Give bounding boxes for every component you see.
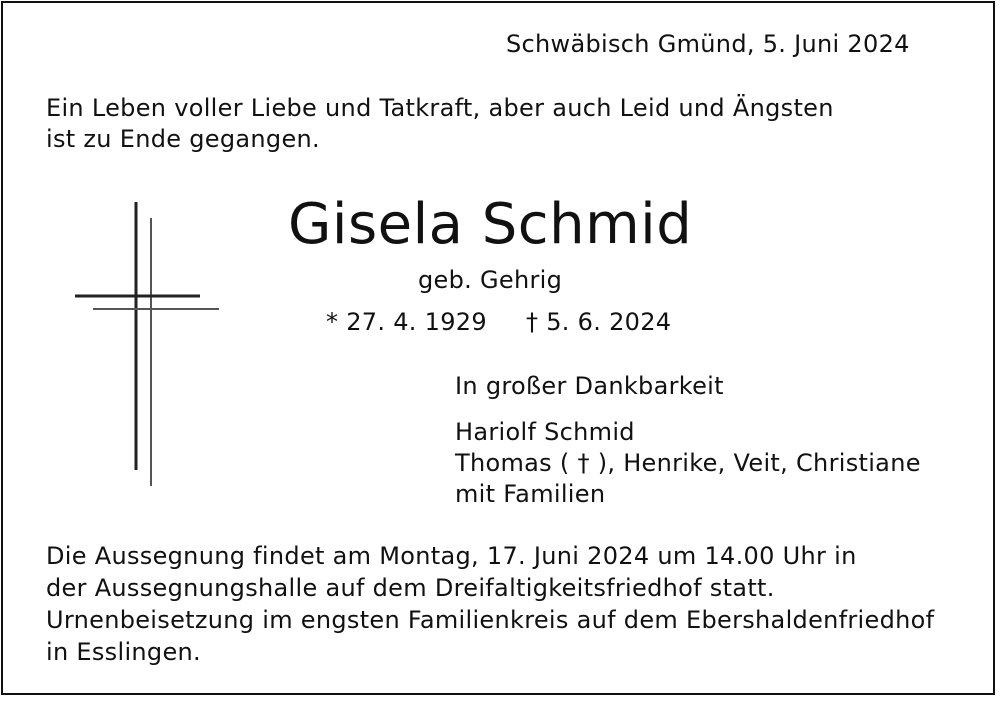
mourner-line-2: Thomas ( † ), Henrike, Veit, Christiane	[455, 449, 921, 477]
mourner-line-3: mit Familien	[455, 480, 606, 508]
maiden-name: geb. Gehrig	[418, 266, 563, 294]
cross-icon	[60, 190, 240, 500]
thanks-line: In großer Dankbarkeit	[455, 372, 724, 400]
intro-line-1: Ein Leben voller Liebe und Tatkraft, aber auch Leid und Ängsten	[46, 94, 834, 122]
service-line-2: der Aussegnungshalle auf dem Dreifaltigkeitsfriedhof statt.	[46, 574, 775, 602]
death-date: † 5. 6. 2024	[526, 308, 672, 336]
deceased-name: Gisela Schmid	[288, 192, 693, 257]
place-date: Schwäbisch Gmünd, 5. Juni 2024	[506, 30, 910, 58]
service-line-3: Urnenbeisetzung im engsten Familienkreis auf dem Ebershaldenfriedhof	[46, 606, 935, 634]
service-line-4: in Esslingen.	[46, 638, 201, 666]
birth-date: * 27. 4. 1929	[326, 308, 487, 336]
mourner-line-1: Hariolf Schmid	[455, 418, 635, 446]
intro-line-2: ist zu Ende gegangen.	[46, 125, 320, 153]
service-line-1: Die Aussegnung findet am Montag, 17. Juni 2024 um 14.00 Uhr in	[46, 542, 857, 570]
